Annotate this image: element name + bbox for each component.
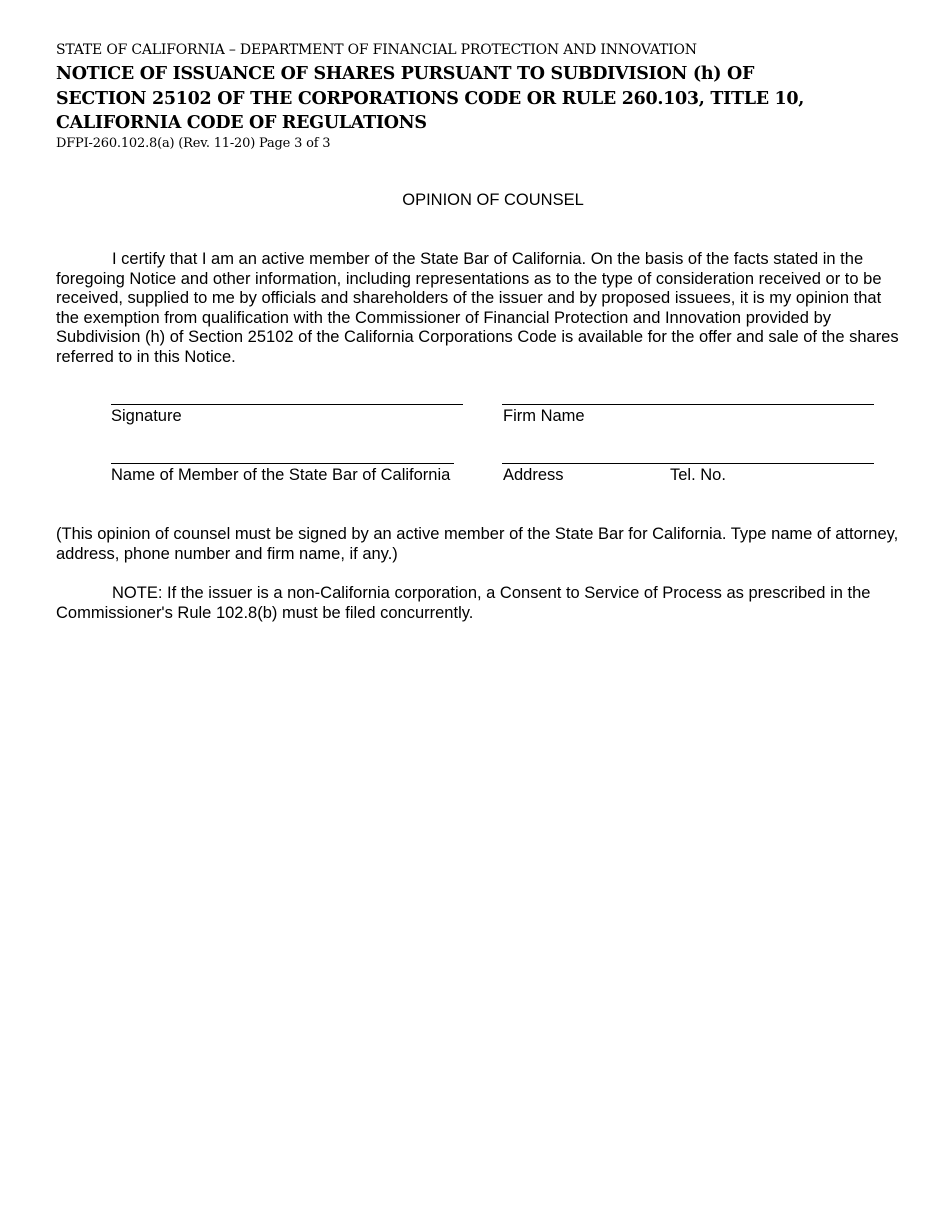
member-name-line[interactable] xyxy=(111,463,454,464)
instructions-paragraph: (This opinion of counsel must be signed by an active member of the State Bar for California. Type name of attorney, address, phone number and firm name, if any.) xyxy=(56,525,899,563)
firm-name-line[interactable] xyxy=(502,404,874,405)
address-tel-line[interactable] xyxy=(502,463,874,464)
section-title: OPINION OF COUNSEL xyxy=(402,191,584,209)
address-label: Address xyxy=(503,466,564,484)
signature-line[interactable] xyxy=(111,404,463,405)
agency-name: STATE OF CALIFORNIA – DEPARTMENT OF FINANCIAL PROTECTION AND INNOVATION xyxy=(56,42,697,58)
certification-paragraph: I certify that I am an active member of the State Bar of California. On the basis of the facts stated in the foregoing Notice and other information, including representations as to the type of consideration received or to be received, supplied to me by officials and shareholders of the issuer and by proposed issuees, it is my opinion that the exemption from qualification with the Commissioner of Financial Protection and Innovation provided by Subdivision (h) of Section 25102 of the California Corporations Code is available for the offer and sale of the shares referred to in this Notice. xyxy=(56,250,899,366)
firm-name-label: Firm Name xyxy=(503,407,585,425)
member-name-label: Name of Member of the State Bar of California xyxy=(111,466,451,484)
form-title: NOTICE OF ISSUANCE OF SHARES PURSUANT TO SUBDIVISION (h) OF SECTION 25102 OF THE CORPORATIONS CODE OR RULE 260.103, TITLE 10, CALIFORNIA CODE OF REGULATIONS xyxy=(56,64,805,133)
signature-label: Signature xyxy=(111,407,182,425)
note-paragraph: NOTE: If the issuer is a non-California corporation, a Consent to Service of Process as prescribed in the Commissioner's Rule 102.8(b) must be filed concurrently. xyxy=(56,584,871,622)
form-number: DFPI-260.102.8(a) (Rev. 11-20) Page 3 of 3 xyxy=(56,136,331,151)
tel-label: Tel. No. xyxy=(670,466,726,484)
